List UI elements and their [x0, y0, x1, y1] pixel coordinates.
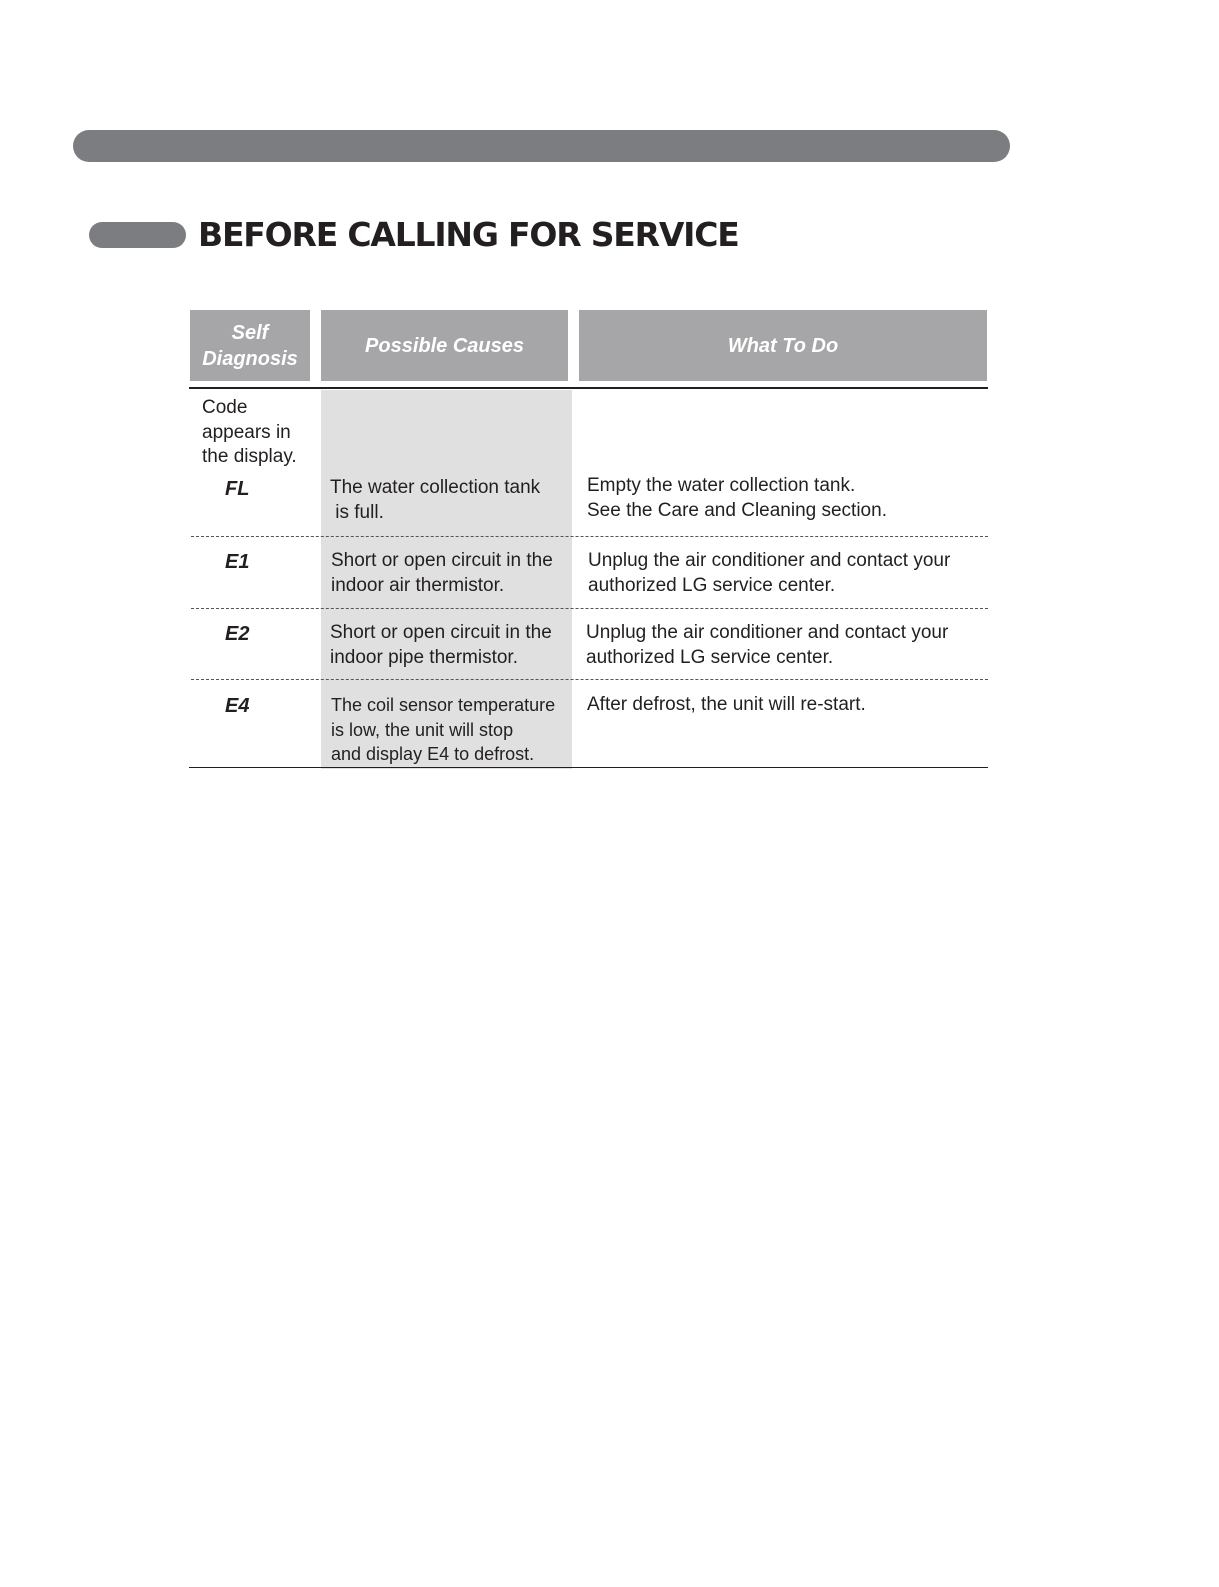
cause-fl: The water collection tank is full.	[330, 477, 541, 523]
header-rule	[189, 387, 988, 389]
title-pill-marker	[89, 222, 186, 248]
action-e2: Unplug the air conditioner and contact your authorized LG service center.	[586, 622, 949, 668]
row-divider	[191, 536, 988, 537]
code-fl: FL	[225, 478, 250, 500]
cause-e2: Short or open circuit in the indoor pipe thermistor.	[330, 622, 552, 668]
header-possible-causes	[321, 310, 568, 381]
header-possible-causes-label: Possible Causes	[365, 334, 524, 357]
header-self-diagnosis-label: Self Diagnosis	[202, 321, 298, 370]
action-e1: Unplug the air conditioner and contact your authorized LG service center.	[588, 550, 951, 596]
code-display-note: Code appears in the display.	[202, 397, 297, 467]
header-bar	[73, 130, 1010, 162]
cause-e1: Short or open circuit in the indoor air thermistor.	[331, 550, 553, 596]
code-e4: E4	[225, 695, 250, 717]
code-e2: E2	[225, 623, 250, 645]
action-e4: After defrost, the unit will re-start.	[587, 694, 866, 715]
page-title: BEFORE CALLING FOR SERVICE	[198, 215, 739, 254]
table-bottom-rule	[189, 767, 988, 768]
row-divider	[191, 608, 988, 609]
header-self-diagnosis	[190, 310, 310, 381]
header-what-to-do	[579, 310, 987, 381]
header-what-to-do-label: What To Do	[727, 334, 839, 357]
code-e1: E1	[225, 551, 250, 573]
cause-e4: The coil sensor temperature is low, the unit will stop and display E4 to defrost.	[331, 695, 556, 764]
row-divider	[191, 679, 988, 680]
action-fl: Empty the water collection tank. See the Care and Cleaning section.	[587, 475, 887, 521]
